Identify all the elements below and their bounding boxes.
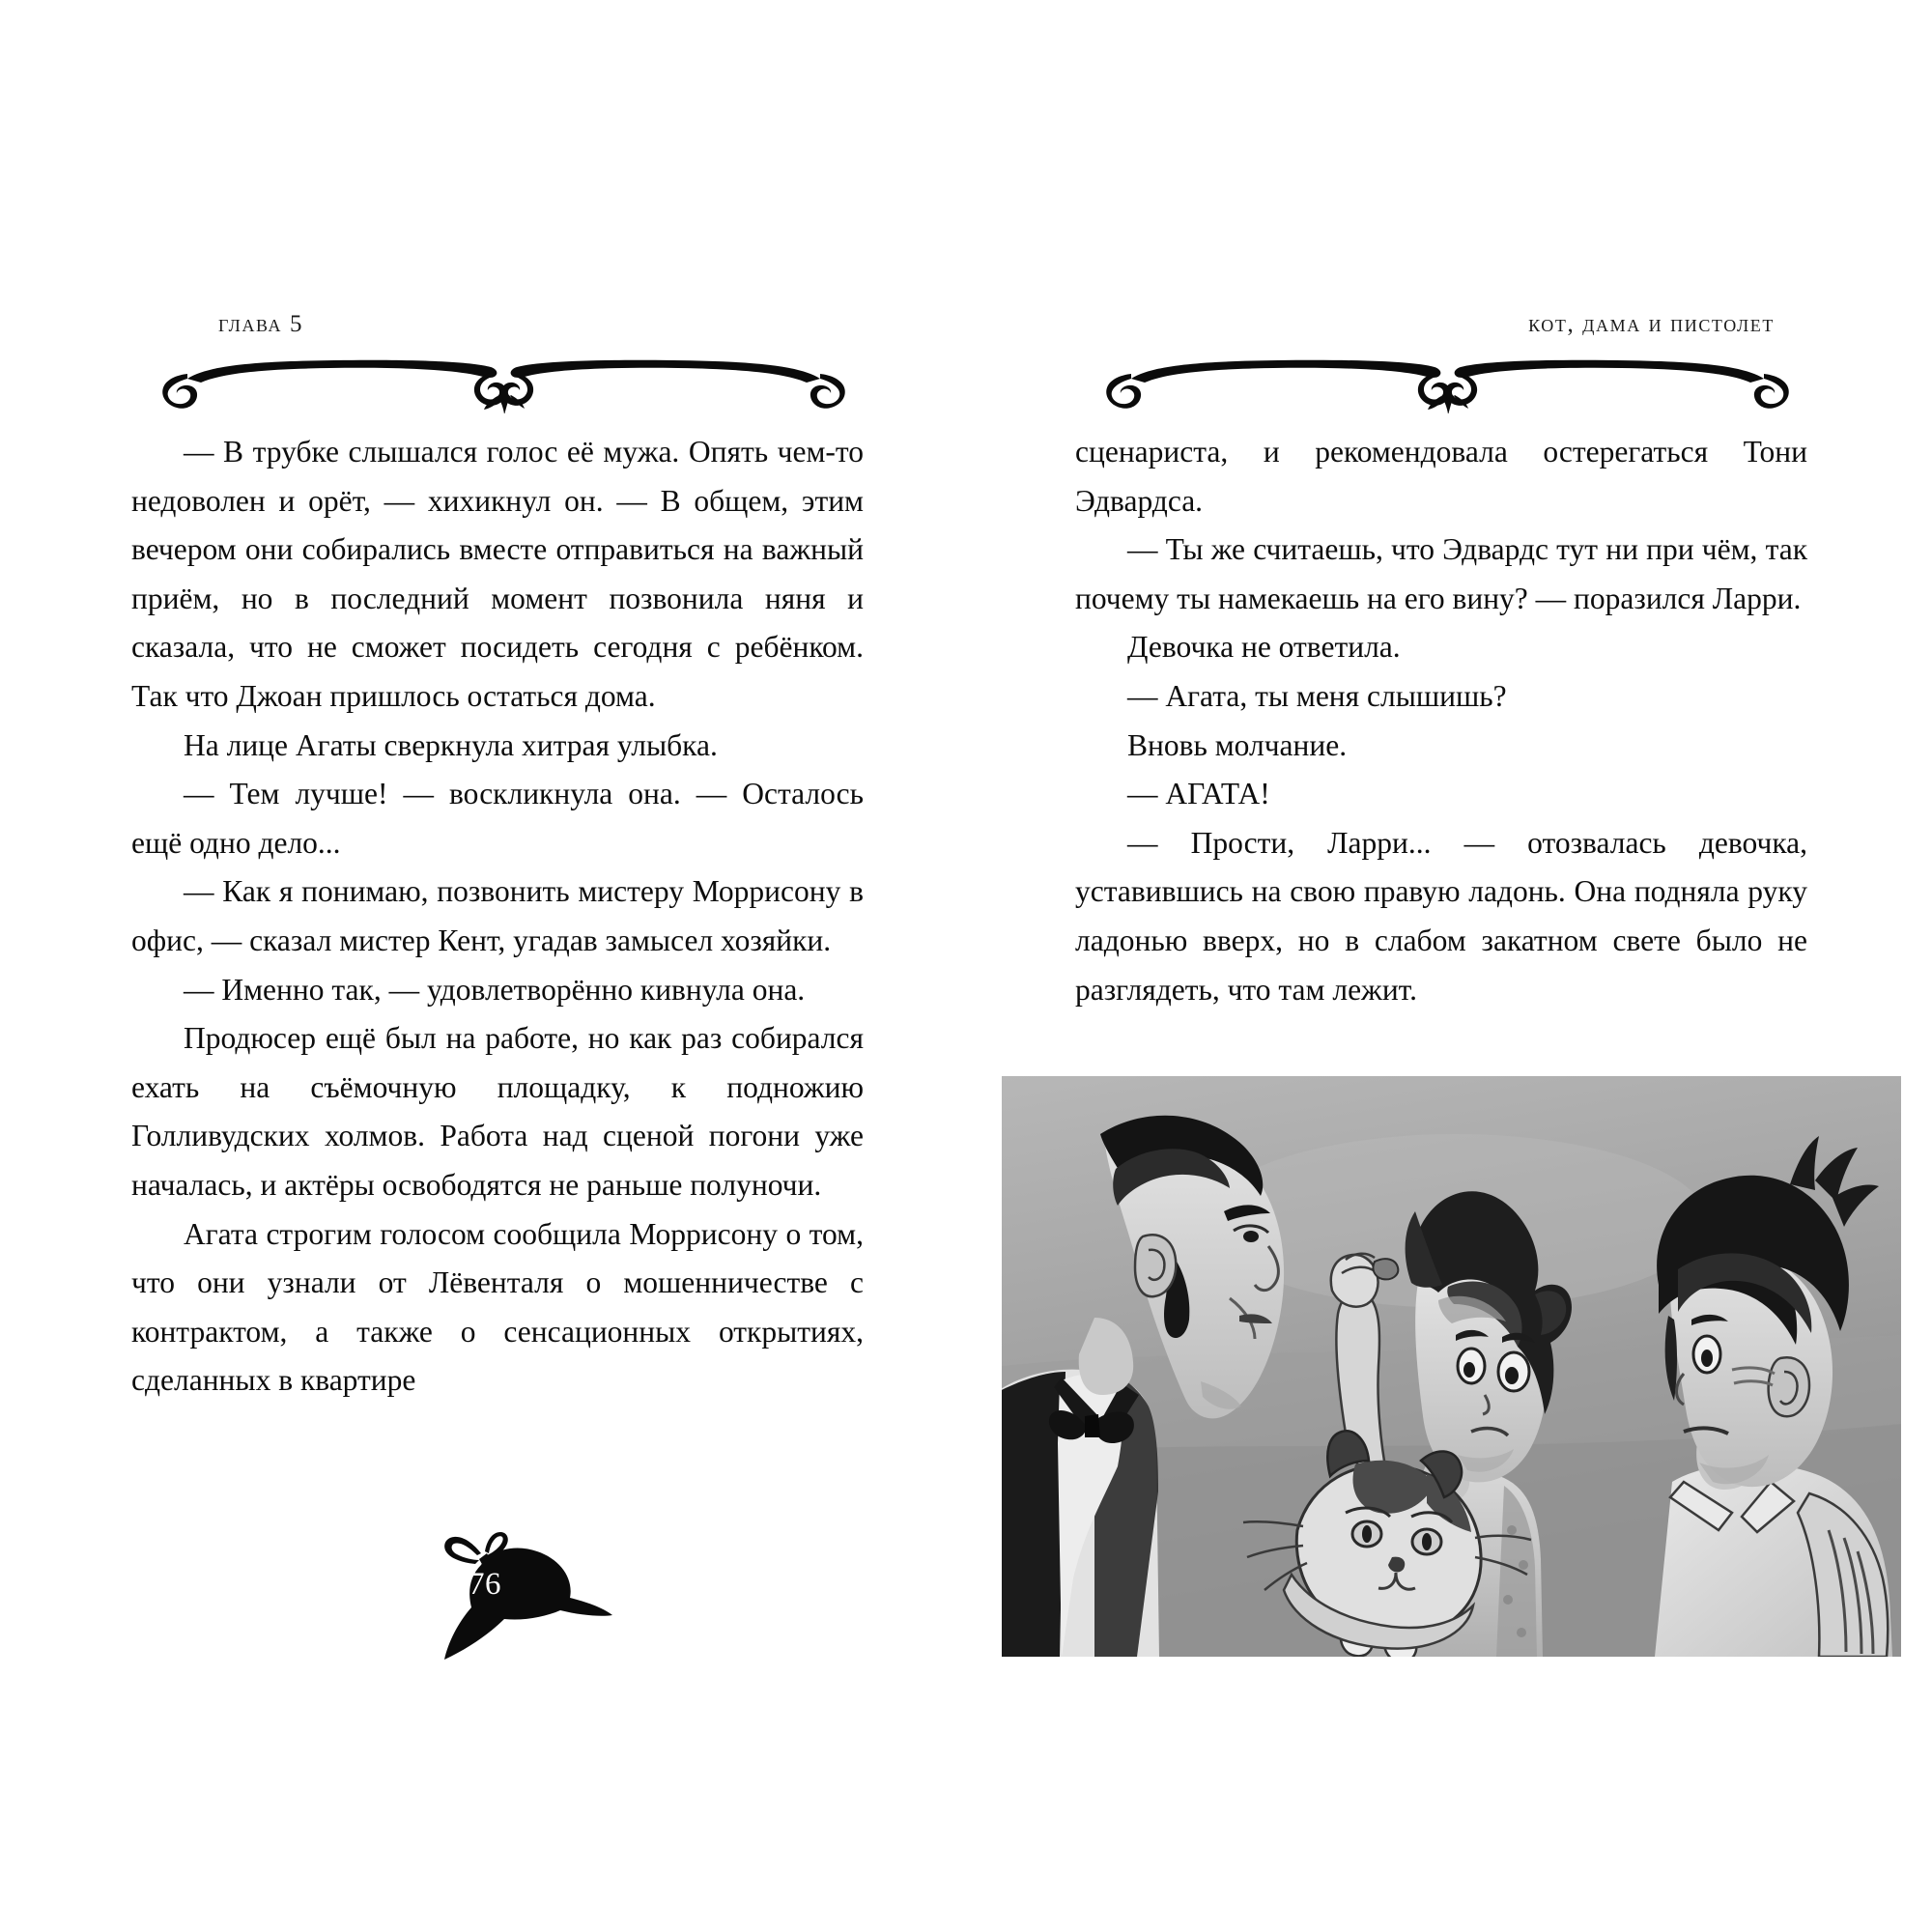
paragraph: Продюсер ещё был на работе, но как раз собирался ехать на съёмочную площадку, к подножию Голливудских холмов. Работа над сценой погони уже началась, и актёры освободятся не раньше полуночи. (131, 1021, 864, 1202)
page-number-badge (415, 1524, 618, 1660)
paragraph: На лице Агаты сверкнула хитрая улыбка. (184, 727, 718, 762)
paragraph: — В трубке слышался голос её мужа. Опять чем-то недоволен и орёт, — хихикнул он. — В общем, этим вечером они собирались вместе отправиться на важный приём, но в последний момент позвонила няня и сказала, что не сможет посидеть сегодня с ребёнком. Так что Джоан пришлось остаться дома. (131, 435, 864, 713)
paragraph: Агата строгим голосом сообщила Моррисону о том, что они узнали от Лёвенталя о мошенничестве с контрактом, а также о сенсационных открытиях, сделанных в квартире (131, 1216, 864, 1398)
running-head-chapter: глава 5 (218, 311, 304, 337)
paragraph: Девочка не ответила. (1127, 630, 1401, 665)
paragraph: — Прости, Ларри... — отозвалась девочка, уставившись на свою правую ладонь. Она подняла руку ладонью вверх, но в слабом закатном свете было не разглядеть, что там лежит. (1075, 825, 1807, 1007)
left-column-text (131, 428, 864, 1406)
paragraph: — АГАТА! (1127, 777, 1270, 811)
chapter-illustration (1002, 1076, 1901, 1657)
ornament-divider-right (1075, 346, 1807, 413)
paragraph: — Как я понимаю, позвонить мистеру Моррисону в офис, — сказал мистер Кент, угадав замысел хозяйки. (131, 874, 864, 957)
paragraph: сценариста, и рекомендовала остерегаться Тони Эдвардса. (1075, 435, 1807, 518)
paragraph: — Тем лучше! — воскликнула она. — Осталось ещё одно дело... (131, 777, 864, 860)
running-head-book-title: кот, дама и пистолет (1528, 311, 1775, 337)
paragraph: Вновь молчание. (1127, 727, 1348, 762)
ornament-divider-left (131, 346, 864, 413)
paragraph: — Ты же считаешь, что Эдвардс тут ни при чём, так почему ты намекаешь на его вину? — поразился Ларри. (1075, 532, 1807, 615)
right-column-text (1075, 428, 1807, 1014)
page-number-label: 76 (469, 1567, 501, 1602)
paragraph: — Именно так, — удовлетворённо кивнула она. (184, 972, 806, 1007)
paragraph: — Агата, ты меня слышишь? (1127, 678, 1507, 713)
